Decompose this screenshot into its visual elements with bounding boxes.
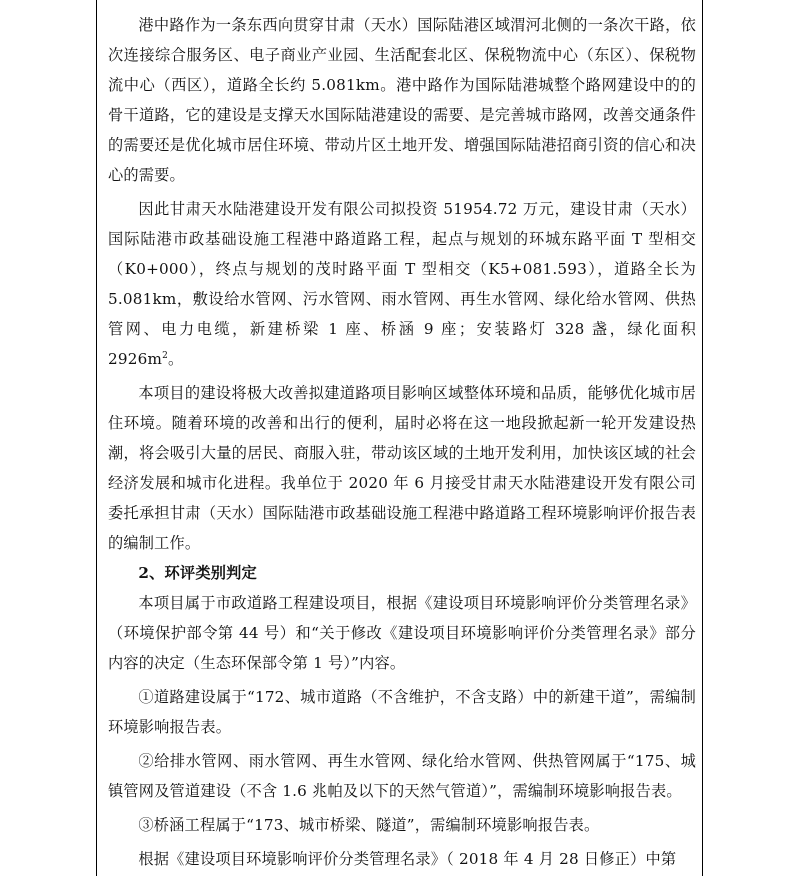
paragraph-item-bridges: ③桥涵工程属于“173、城市桥梁、隧道”，需编制环境影响报告表。: [138, 816, 600, 834]
paragraph-route-description: 港中路作为一条东西向贯穿甘肃（天水）国际陆港区域渭河北侧的一条次干路，依次连接综合服务区、电子商业产业园、生活配套北区、保税物流中心（东区）、保税物流中心（西区），道路全长约 5.081km。港中路作为国际陆港城整个路网建设中的的骨干道路，它的建设是支撑天水国际陆港建设的需要、是完善城市路网，改善交通条件的需要还是优化城市居住环境、带动片区土地开发、增强国际陆港招商引资的信心和决心的需要。: [108, 16, 696, 184]
investment-text: 因此甘肃天水陆港建设开发有限公司拟投资 51954.72 万元，建设甘肃（天水）国际陆港市政基础设施工程港中路道路工程，起点与规划的环城东路平面 T 型相交（K0+000），终点与规划的茂时路平面 T 型相交（K5+081.593），道路全长为 5.081km，敷设给水管网、污水管网、雨水管网、再生水管网、绿化给水管网、供热管网、电力电缆，新建桥梁 1 座、桥涵 9 座；安装路灯 328 盏，绿化面积 2926m: [108, 200, 696, 368]
document-body: [108, 10, 696, 874]
paragraph-item-road: ①道路建设属于“172、城市道路（不含维护，不含支路）中的新建干道”，需编制环境影响报告表。: [108, 688, 696, 736]
investment-end: 。: [168, 350, 184, 368]
paragraph-item-pipelines: ②给排水管网、雨水管网、再生水管网、绿化给水管网、供热管网属于“175、城镇管网及管道建设（不含 1.6 兆帕及以下的天然气管道）”，需编制环境影响报告表。: [108, 752, 696, 800]
paragraph-investment: [108, 194, 696, 374]
paragraph-benefits: 本项目的建设将极大改善拟建道路项目影响区域整体环境和品质，能够优化城市居住环境。随着环境的改善和出行的便利，届时必将在这一地段掀起新一轮开发建设热潮，将会吸引大量的居民、商服入驻，带动该区域的土地开发利用，加快该区域的社会经济发展和城市化进程。我单位于 2020 年 6 月接受甘肃天水陆港建设开发有限公司委托承担甘肃（天水）国际陆港市政基础设施工程港中路道路工程环境影响评价报告表的编制工作。: [108, 384, 696, 552]
paragraph-classification-basis: 本项目属于市政道路工程建设项目，根据《建设项目环境影响评价分类管理名录》（环境保护部令第 44 号）和“关于修改《建设项目环境影响评价分类管理名录》部分内容的决定（生态环保部令第 1 号）”内容。: [108, 594, 696, 672]
section-heading-classification: 2、环评类别判定: [138, 564, 257, 582]
area-unit-superscript: 2: [162, 350, 168, 361]
paragraph-catalog-reference: 根据《建设项目环境影响评价分类管理名录》（ 2018 年 4 月 28 日修正）中第: [138, 850, 677, 868]
